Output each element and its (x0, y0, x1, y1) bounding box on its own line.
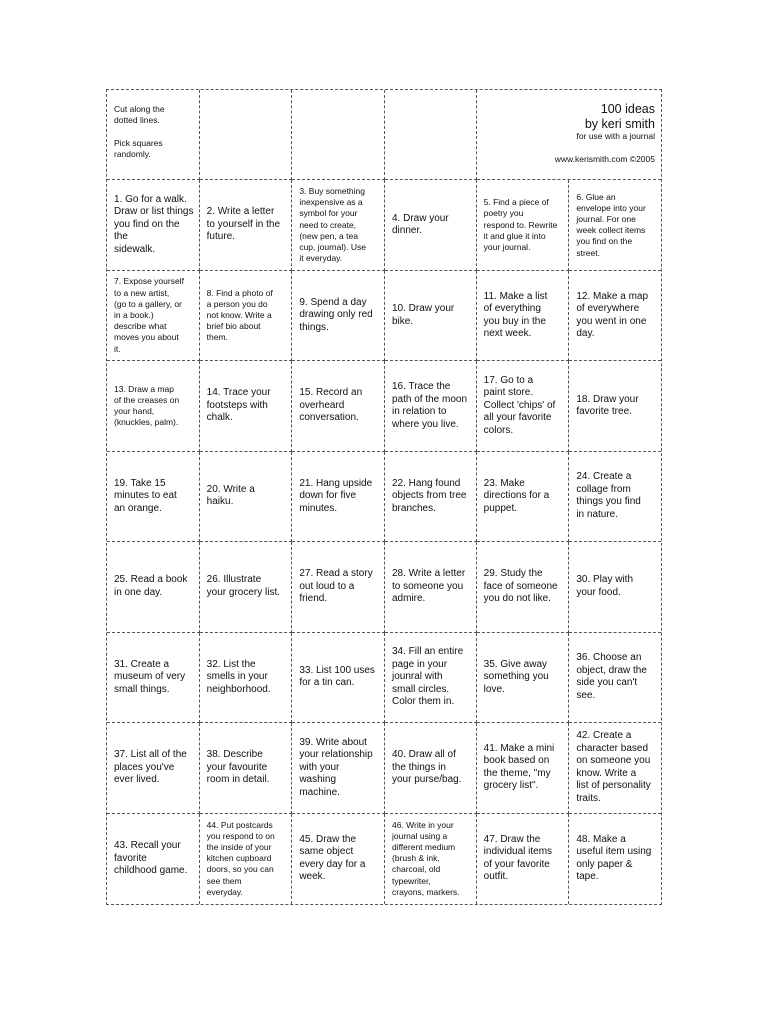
idea-text: 6. Glue an envelope into your journal. For one week collect items you find on the street. (576, 191, 646, 258)
idea-square (200, 180, 293, 270)
idea-text: 47. Draw the individual items of your favorite outfit. (483, 833, 553, 883)
idea-square (107, 542, 200, 632)
idea-square (385, 271, 477, 361)
idea-square (477, 180, 570, 270)
idea-square (385, 723, 477, 813)
idea-square (292, 814, 385, 904)
blank-cell (200, 90, 293, 180)
idea-square (107, 180, 200, 270)
instructions-pick: Pick squares randomly. (114, 138, 163, 159)
idea-square (200, 723, 293, 813)
idea-text: 29. Study the face of someone you do not like. (483, 568, 558, 605)
idea-text: 8. Find a photo of a person you do not know. Write a brief bio about them. (206, 287, 273, 343)
idea-square (292, 361, 385, 451)
idea-text: 46. Write in your journal using a different medium (brush & ink, charcoal, old typewriter, crayons, markers. (391, 819, 460, 897)
idea-square (569, 814, 661, 904)
idea-square (200, 814, 293, 904)
idea-text: 13. Draw a map of the creases on your hand, (knuckles, palm). (114, 383, 180, 428)
idea-text: 1. Go for a walk. Draw or list things you find on the the sidewalk. (114, 193, 194, 255)
sheet-subtitle: for use with a journal (576, 131, 655, 141)
idea-text: 33. List 100 uses for a tin can. (299, 664, 375, 689)
idea-square (385, 814, 477, 904)
title-cell (477, 90, 661, 180)
idea-square (569, 633, 661, 723)
idea-square (200, 542, 293, 632)
sheet-website: www.kerismith.com ©2005 (554, 154, 655, 164)
idea-square (385, 633, 477, 723)
idea-square (292, 452, 385, 542)
idea-text: 28. Write a letter to someone you admire. (391, 568, 466, 605)
idea-text: 2. Write a letter to yourself in the future. (206, 206, 281, 243)
idea-text: 37. List all of the places you've ever lived. (114, 749, 187, 786)
idea-square (107, 814, 200, 904)
idea-square (477, 452, 570, 542)
idea-text: 31. Create a museum of very small things. (114, 658, 186, 695)
idea-square (385, 180, 477, 270)
idea-square (292, 542, 385, 632)
idea-square (200, 271, 293, 361)
idea-text: 30. Play with your food. (576, 574, 634, 598)
idea-text: 20. Write a haiku. (206, 483, 255, 508)
instructions-cut: Cut along the dotted lines. (114, 104, 165, 125)
idea-square (477, 361, 570, 451)
idea-square (569, 723, 661, 813)
idea-text: 17. Go to a paint store. Collect 'chips' of all your favorite colors. (483, 374, 556, 436)
idea-text: 42. Create a character based on someone you know. Write a list of personality traits. (576, 730, 651, 804)
idea-text: 16. Trace the path of the moon in relation to where you live. (391, 381, 468, 430)
idea-square (292, 271, 385, 361)
idea-square (477, 271, 570, 361)
idea-square (385, 361, 477, 451)
idea-square (569, 180, 661, 270)
idea-square (385, 542, 477, 632)
idea-text: 48. Make a useful item using only paper & tape. (576, 833, 652, 883)
idea-square (107, 633, 200, 723)
idea-text: 4. Draw your dinner. (391, 212, 449, 237)
idea-text: 5. Find a piece of poetry you respond to. Rewrite it and glue it into your journal. (483, 197, 558, 252)
idea-square (477, 814, 570, 904)
idea-square (477, 542, 570, 632)
idea-sheet (106, 89, 662, 905)
idea-text: 35. Give away something you love. (483, 658, 549, 695)
idea-square (107, 361, 200, 451)
idea-square (569, 271, 661, 361)
idea-text: 43. Recall your favorite childhood game. (114, 840, 188, 877)
idea-text: 9. Spend a day drawing only red things. (299, 296, 373, 333)
blank-cell (385, 90, 477, 180)
idea-square (292, 723, 385, 813)
idea-text: 45. Draw the same object every day for a week. (299, 833, 366, 883)
idea-square (107, 271, 200, 361)
idea-text: 12. Make a map of everywhere you went in one day. (576, 290, 649, 340)
idea-text: 26. Illustrate your grocery list. (206, 574, 281, 598)
idea-text: 27. Read a story out loud to a friend. (299, 568, 373, 605)
idea-text: 19. Take 15 minutes to eat an orange. (114, 477, 177, 514)
idea-text: 10. Draw your bike. (391, 303, 455, 327)
instructions-cell (107, 90, 200, 180)
idea-square (569, 361, 661, 451)
idea-text: 24. Create a collage from things you find in nature. (576, 471, 641, 520)
idea-text: 32. List the smells in your neighborhood. (206, 658, 271, 695)
idea-square (200, 361, 293, 451)
idea-square (200, 452, 293, 542)
idea-text: 44. Put postcards you respond to on the inside of your kitchen cupboard doors, so you can see them everyday. (206, 819, 275, 897)
idea-square (107, 452, 200, 542)
idea-square (477, 723, 570, 813)
idea-text: 7. Expose yourself to a new artist, (go to a gallery, or in a book.) describe what moves you about it. (114, 276, 184, 354)
idea-text: 23. Make directions for a puppet. (483, 477, 550, 514)
idea-square (569, 452, 661, 542)
idea-square (292, 180, 385, 270)
idea-square (107, 723, 200, 813)
idea-text: 41. Make a mini book based on the theme, "my grocery list". (483, 742, 555, 792)
idea-text: 14. Trace your footsteps with chalk. (206, 387, 271, 424)
idea-square (569, 542, 661, 632)
blank-cell (292, 90, 385, 180)
idea-text: 39. Write about your relationship with your washing machine. (299, 736, 373, 798)
idea-text: 38. Describe your favourite room in detail. (206, 749, 270, 786)
idea-square (292, 633, 385, 723)
idea-text: 18. Draw your favorite tree. (576, 393, 639, 418)
idea-text: 40. Draw all of the things in your purse/bag. (391, 749, 462, 786)
idea-text: 11. Make a list of everything you buy in the next week. (483, 290, 548, 340)
idea-square (200, 633, 293, 723)
idea-text: 36. Choose an object, draw the side you can't see. (576, 652, 647, 701)
idea-square (385, 452, 477, 542)
idea-text: 25. Read a book in one day. (114, 574, 188, 598)
idea-text: 15. Record an overheard conversation. (299, 387, 363, 424)
idea-text: 21. Hang upside down for five minutes. (299, 477, 373, 514)
sheet-title: 100 ideas by keri smith (584, 102, 655, 131)
idea-square (477, 633, 570, 723)
idea-text: 3. Buy something inexpensive as a symbol for your need to create, (new pen, a tea cup, journal). Use it everyday. (299, 185, 366, 264)
idea-text: 22. Hang found objects from tree branches. (391, 477, 467, 514)
idea-text: 34. Fill an entire page in your jounral with small circles. Color them in. (391, 646, 464, 708)
